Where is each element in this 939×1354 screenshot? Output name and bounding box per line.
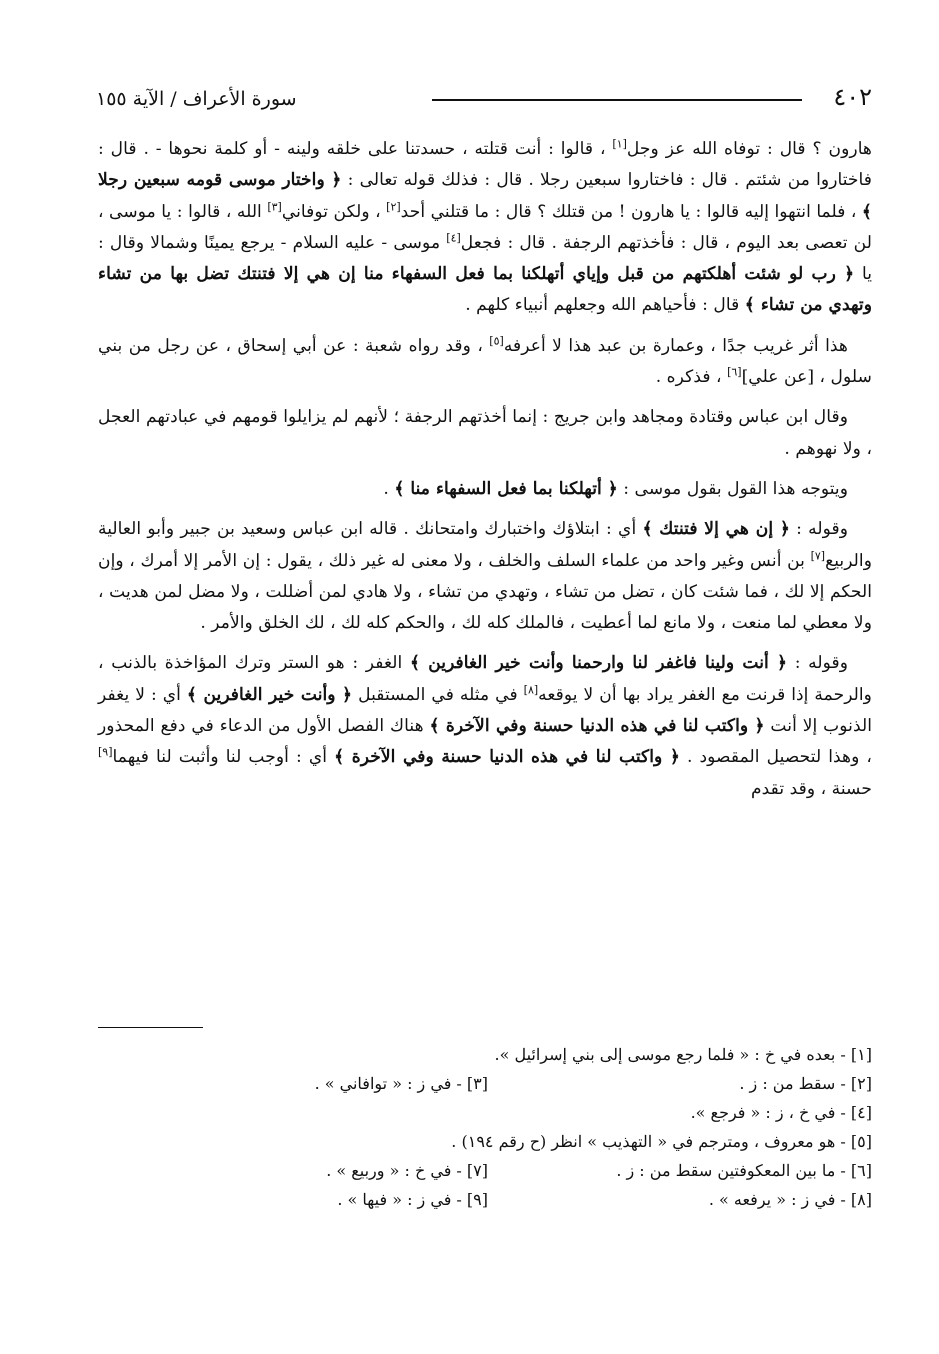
footnote-marker: [٦] bbox=[727, 365, 742, 379]
text-segment: وقوله : bbox=[789, 519, 848, 540]
footnote: [٧] - في خ : « وربيع » . bbox=[326, 1161, 488, 1180]
text-segment: موسى - عليه السلام - يرجع يمينًا وشمالا وقال : يا bbox=[98, 232, 873, 285]
footnotes bbox=[98, 1040, 872, 1214]
footnote-marker: [٢] bbox=[386, 199, 401, 213]
footnote: [١] - بعده في خ : « فلما رجع موسى إلى بني إسرائيل ». bbox=[494, 1045, 872, 1064]
text-segment: ، ولكن توفاني bbox=[281, 201, 387, 222]
footnote-row bbox=[98, 1127, 872, 1156]
footnote: [٨] - في ز : « يرفعه » . bbox=[708, 1190, 872, 1209]
text-segment: حسنة ، وقد تقدم bbox=[751, 778, 872, 799]
footnote: [٢] - سقط من : ز . bbox=[739, 1074, 872, 1093]
text-segment: أي : ابتلاؤك واختبارك وامتحانك . قاله ابن عباس وسعيد بن جبير وأبو العالية والربيع bbox=[98, 519, 872, 571]
text-segment: الله ، قالوا : يا موسى ، لن تعصى بعد اليوم ، قال : فأخذتهم الرجفة . قال : فجعل bbox=[98, 201, 872, 253]
paragraph bbox=[98, 474, 872, 505]
text-segment: الغفر : هو الستر وترك المؤاخذة بالذنب ، والرحمة إذا قرنت مع الغفر يراد بها أن لا يوقعه bbox=[98, 653, 872, 705]
text-segment: أي : أوجب لنا وأثبت لنا فيهما bbox=[112, 747, 335, 768]
text-segment: ، وقد رواه شعبة : عن أبي إسحاق ، عن رجل من بني سلول ، [عن علي] bbox=[98, 335, 872, 388]
text-segment: ، قالوا : أنت قتلته ، حسدتنا على خلقه ولينه - أو كلمة نحوها - . قال : فاختاروا من شئتم . قال : فاختاروا سبعين رجلا . قال : فذلك قوله تعالى : bbox=[98, 139, 873, 191]
paragraph bbox=[98, 648, 872, 804]
footnote: [٩] - في ز : « فيها » . bbox=[337, 1190, 488, 1209]
main-text bbox=[98, 134, 872, 814]
footnote-marker: [٣] bbox=[267, 199, 282, 213]
header-rule bbox=[432, 99, 802, 101]
text-segment: هناك الفصل الأول من الدعاء في دفع المحذور ، وهذا لتحصيل المقصود . bbox=[98, 716, 872, 768]
footnote-marker: [٥] bbox=[489, 334, 504, 348]
paragraph bbox=[98, 134, 872, 322]
quran-quote: ﴿ واكتب لنا في هذه الدنيا حسنة وفي الآخرة ﴾ bbox=[334, 747, 680, 768]
quran-quote: ﴿ واختار موسى قومه سبعين رجلا ﴾ bbox=[98, 170, 872, 222]
quran-quote: ﴿ واكتب لنا في هذه الدنيا حسنة وفي الآخرة ﴾ bbox=[429, 716, 765, 737]
footnote-marker: [٤] bbox=[446, 231, 461, 245]
paragraph bbox=[98, 514, 872, 639]
quran-quote: ﴿ وأنت خير الغافرين ﴾ bbox=[186, 684, 353, 705]
footnote-row bbox=[98, 1040, 872, 1069]
text-segment: ، فذكره . bbox=[655, 367, 728, 388]
footnote-row bbox=[98, 1069, 872, 1098]
quran-quote: ﴿ أنت ولينا فاغفر لنا وارحمنا وأنت خير الغافرين ﴾ bbox=[409, 653, 788, 674]
footnote: [٣] - في ز : « توافاني » . bbox=[314, 1074, 488, 1093]
footnote-row bbox=[98, 1098, 872, 1127]
page-header bbox=[96, 82, 872, 118]
footnote-marker: [١] bbox=[612, 137, 627, 151]
footnote-marker: [٩] bbox=[98, 745, 113, 759]
footnote-marker: [٧] bbox=[810, 548, 826, 562]
footnote-row bbox=[98, 1156, 872, 1185]
text-segment: قال : فأحياهم الله وجعلهم أنبياء كلهم . bbox=[465, 295, 745, 316]
quran-quote: ﴿ أتهلكنا بما فعل السفهاء منا ﴾ bbox=[394, 478, 618, 499]
quran-quote: ﴿ رب لو شئت أهلكتهم من قبل وإياي أتهلكنا بما فعل السفهاء منا إن هي إلا فتنتك تضل بها من تشاء وتهدي من تشاء ﴾ bbox=[98, 264, 872, 316]
paragraph bbox=[98, 402, 872, 465]
text-segment: ويتوجه هذا القول بقول موسى : bbox=[617, 478, 848, 499]
footnote: [٦] - ما بين المعكوفتين سقط من : ز . bbox=[616, 1161, 872, 1180]
footnote: [٥] - هو معروف ، ومترجم في « التهذيب » انظر (ح رقم ١٩٤) . bbox=[451, 1132, 872, 1151]
text-segment: في مثله في المستقبل bbox=[352, 684, 524, 705]
text-segment: . bbox=[383, 478, 395, 499]
running-title: سورة الأعراف / الآية ١٥٥ bbox=[96, 88, 297, 110]
text-segment: أي : لا يغفر الذنوب إلا أنت bbox=[98, 684, 872, 737]
text-segment: وقال ابن عباس وقتادة ومجاهد وابن جريج : إنما أخذتهم الرجفة ؛ لأنهم لم يزايلوا قومهم في عبادتهم العجل ، ولا نهوهم . bbox=[98, 407, 872, 459]
page-number: ٤٠٢ bbox=[833, 83, 872, 111]
text-segment: هارون ؟ قال : توفاه الله عز وجل bbox=[626, 139, 872, 159]
text-segment: هذا أثر غريب جدًا ، وعمارة بن عبد هذا لا أعرفه bbox=[503, 335, 848, 356]
footnote-separator bbox=[98, 1027, 203, 1028]
footnote-marker: [٨] bbox=[523, 683, 539, 697]
text-segment: وقوله : bbox=[787, 653, 848, 674]
text-segment: ، فلما انتهوا إليه قالوا : يا هارون ! من قتلك ؟ قال : ما قتلني أحد bbox=[400, 201, 862, 222]
text-segment: بن أنس وغير واحد من علماء السلف والخلف ، ولا معنى له غير ذلك ، يقول : إن الأمر إلا أمرك ، وإن الحكم إلا لك ، فما شئت كان ، تضل من تشاء ، وتهدي من تشاء ، ولا هادي لمن أضللت ، ولا مضل لمن هديت ، ولا معطي لما منعت ، ولا مانع لما أعطيت ، فالملك كله لك ، والحكم كله لك ، لك الخلق والأمر . bbox=[98, 550, 872, 634]
footnote: [٤] - في خ ، ز : « فرجع ». bbox=[690, 1103, 872, 1122]
paragraph bbox=[98, 331, 872, 394]
footnote-row bbox=[98, 1185, 872, 1214]
quran-quote: ﴿ إن هي إلا فتنتك ﴾ bbox=[642, 519, 790, 540]
